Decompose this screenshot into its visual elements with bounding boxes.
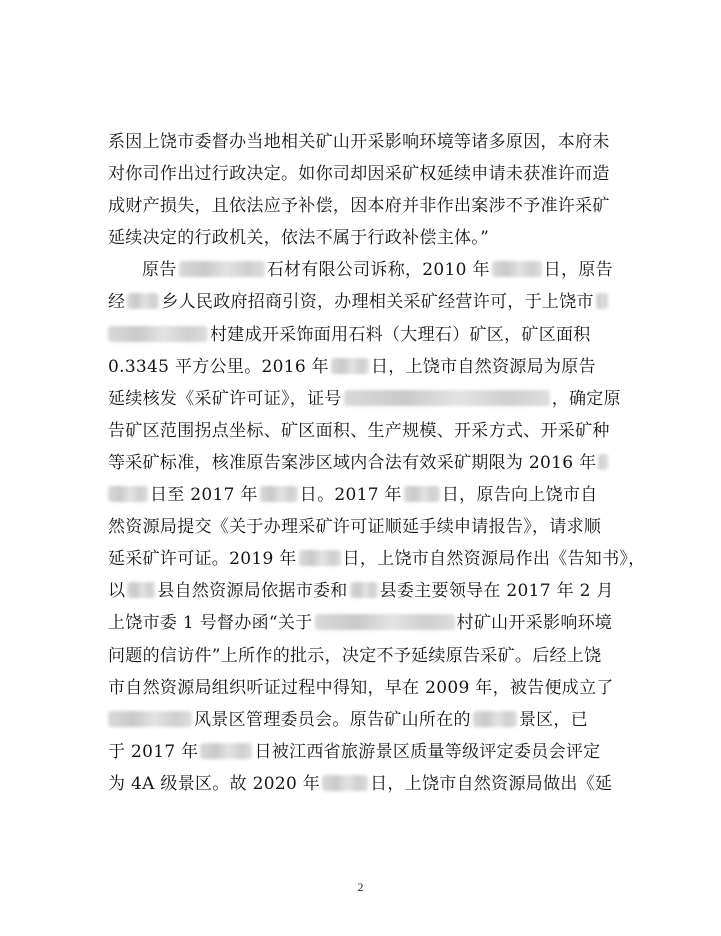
- redaction-blur: [404, 486, 440, 502]
- redaction-blur: [200, 743, 252, 759]
- redaction-blur: [473, 711, 517, 727]
- text-line: 延续核发《采矿许可证》，证号 ，确定原: [108, 388, 621, 409]
- redaction-blur: [127, 582, 155, 598]
- redaction-blur: [179, 261, 265, 277]
- redaction-blur: [344, 390, 550, 406]
- text-line: 以 县自然资源局依据市委和 县委主要领导在 2017 年 2 月: [108, 581, 614, 602]
- text-line: 上饶市委 1 号督办函“关于 村矿山开采影响环境: [108, 613, 613, 634]
- text-line: 为 4A 级景区。故 2020 年 日，上饶市自然资源局做出《延: [108, 773, 613, 794]
- redaction-blur: [108, 326, 208, 342]
- redaction-blur: [315, 614, 455, 630]
- redaction-blur: [127, 293, 159, 309]
- text-line: 0.3345 平方公里。2016 年 日，上饶市自然资源局为原告: [108, 356, 596, 377]
- redaction-blur: [322, 775, 368, 791]
- page-number: 2: [357, 880, 364, 894]
- text-line: 延采矿许可证。2019 年 日，上饶市自然资源局作出《告知书》，: [108, 549, 646, 570]
- redaction-blur: [596, 293, 608, 309]
- redaction-blur: [108, 486, 148, 502]
- body-text: [108, 126, 646, 800]
- text-line: 市自然资源局组织听证过程中得知，早在 2009 年，被告便成立了: [108, 677, 614, 698]
- text-line: 然资源局提交《关于办理采矿许可证顺延手续申请报告》，请求顺: [108, 517, 602, 538]
- text-line: 风景区管理委员会。原告矿山所在的 景区，已: [108, 704, 636, 736]
- text-line: 于 2017 年 日被江西省旅游景区质量等级评定委员会评定: [108, 741, 601, 762]
- text-line: 经 乡人民政府招商引资，办理相关采矿经营许可，于上饶市: [108, 286, 636, 318]
- redaction-blur: [492, 261, 542, 277]
- text-line: 系因上饶市委督办当地相关矿山开采影响环境等诸多原因，本府未: [108, 132, 610, 152]
- text-line: 对你司作出过行政决定。如你司却因采矿权延续申请未获准许而造: [108, 164, 610, 185]
- text-line: 问题的信访件”上所作的批示，决定不予延续原告采矿。后经上饶: [108, 645, 602, 666]
- redaction-blur: [108, 711, 192, 727]
- text-line: 延续决定的行政机关，依法不属于行政补偿主体。”: [108, 228, 490, 249]
- redaction-blur: [299, 550, 341, 566]
- text-line: 村建成开采饰面用石料（大理石）矿区，矿区面积: [108, 319, 636, 351]
- redaction-blur: [260, 486, 298, 502]
- text-line: 等采矿标准，核准原告案涉区域内合法有效采矿期限为 2016 年: [108, 447, 636, 479]
- redaction-blur: [350, 582, 378, 598]
- text-line: 成财产损失，且依法应予补偿，因本府并非作出案涉不予准许采矿: [108, 196, 610, 217]
- redaction-blur: [598, 454, 608, 470]
- text-line: 日至 2017 年 日。2017 年 日，原告向上饶市自: [108, 479, 636, 511]
- redaction-blur: [331, 358, 369, 374]
- text-line: 告矿区范围拐点坐标、矿区面积、生产规模、开采方式、开采矿种: [108, 420, 610, 441]
- text-line: 原告 石材有限公司诉称，2010 年 日，原告: [142, 260, 613, 281]
